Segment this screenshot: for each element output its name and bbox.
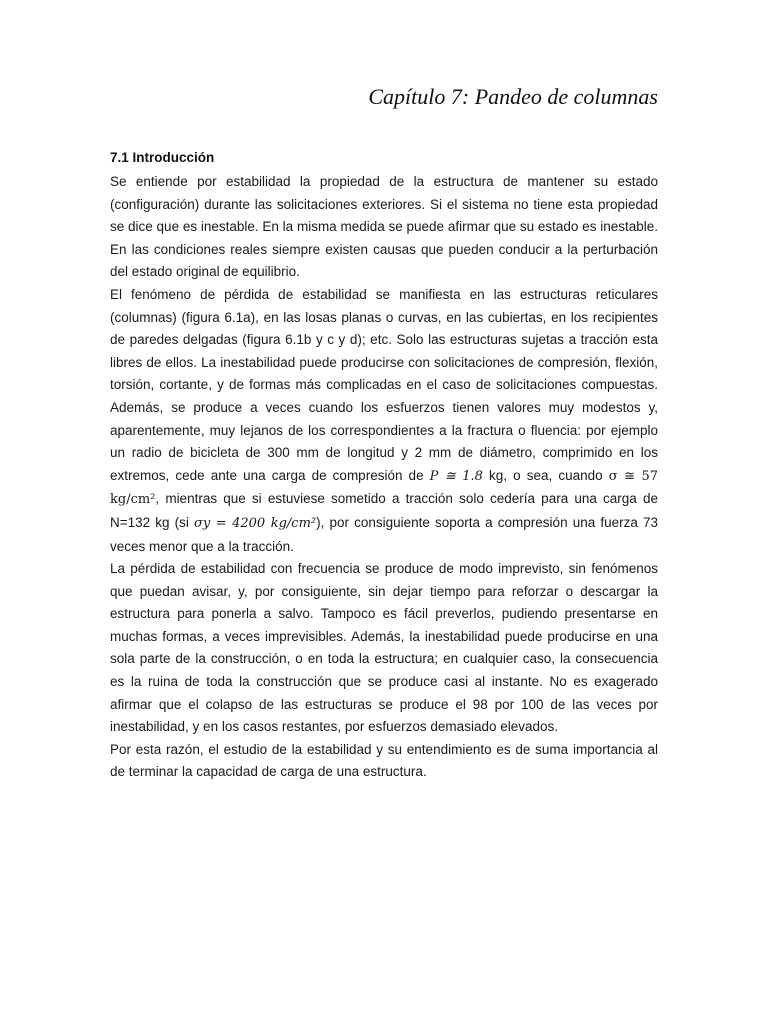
paragraph-2-part-a: El fenómeno de pérdida de estabilidad se manifiesta en las estructuras reticulares (columnas) (figura 6.1a), en las losas planas o curvas, en las cubiertas, en los recipientes de paredes delgadas (figura 6.1b y c y d); etc. Solo las estructuras sujetas a tracción esta libres de ellos. La inestabilidad puede producirse con solicitaciones de compresión, flexión, torsión, cortante, y de formas más complicadas en el caso de solicitaciones compuestas. Además, se produce a veces cuando los esfuerzos tienen valores muy modestos y, aparentemente, muy lejanos de los correspondientes a la fractura o fluencia: por ejemplo un radio de bicicleta de 300 mm de longitud y 2 mm de diámetro, comprimido en los extremos, cede ante una carga de compresión de xyxy=(110,286,658,483)
formula-load: P ≅ 1.8 xyxy=(429,468,483,484)
formula-stress: σ ≅ 57 kg/cm² xyxy=(110,468,658,508)
chapter-title: Capítulo 7: Pandeo de columnas xyxy=(368,84,658,109)
paragraph-1: Se entiende por estabilidad la propiedad de la estructura de mantener su estado (configuración) durante las solicitaciones exteriores. Si el sistema no tiene esta propiedad se dice que es inestable. En la misma medida se puede afirmar que su estado es inestable. En las condiciones reales siempre existen causas que pueden conducir a la perturbación del estado original de equilibrio. xyxy=(110,174,658,280)
paragraph-3: La pérdida de estabilidad con frecuencia se produce de modo imprevisto, sin fenómenos que puedan avisar, y, por consiguiente, sin dejar tiempo para reforzar o descargar la estructura para ponerla a salvo. Tampoco es fácil preverlos, pudiendo presentarse en muchas formas, a veces imprevisibles. Además, la inestabilidad puede producirse en una sola parte de la construcción, o en toda la estructura; en cualquier caso, la consecuencia es la ruina de toda la construcción que se produce casi al instante. No es exagerado afirmar que el colapso de las estructuras se produce el 98 por 100 de las veces por inestabilidad, y en los casos restantes, por esfuerzos demasiado elevados. xyxy=(110,561,658,735)
section-heading: 7.1 Introducción xyxy=(110,150,215,165)
paragraph-4: Por esta razón, el estudio de la estabilidad y su entendimiento es de suma importancia al de terminar la capacidad de carga de una estructura. xyxy=(110,741,658,780)
paragraph-2-part-c: , mientras que si estuviese sometido a tracción solo cedería para una carga de N=132 kg (si xyxy=(110,491,658,530)
paragraph-2-part-d: ), por consiguiente soporta a compresión una fuerza 73 veces menor que a la tracción. xyxy=(110,514,658,554)
formula-yield-stress: σy = 4200 kg/cm² xyxy=(194,515,317,531)
paragraph-2 xyxy=(110,284,658,558)
body-text xyxy=(110,171,658,784)
paragraph-2-part-b: kg, o sea, cuando xyxy=(482,467,609,483)
